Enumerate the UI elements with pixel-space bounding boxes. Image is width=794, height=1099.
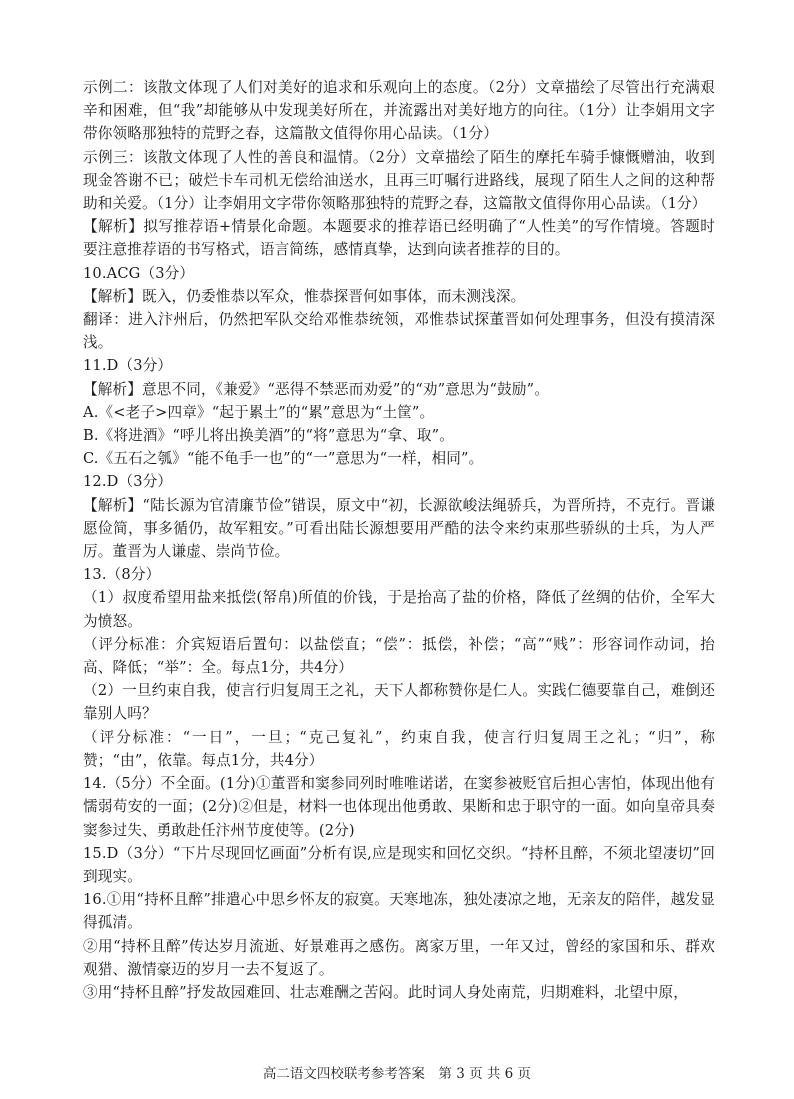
text-line: 示例二：该散文体现了人们对美好的追求和乐观向上的态度。（2分）文章描绘了尽管出行充满艰辛和困难，但“我”却能够从中发现美好所在，并流露出对美好地方的向往。（1分）让李娟用文字带你领略那独特的荒野之春，这篇散文值得你用心品读。（1分） bbox=[83, 79, 715, 143]
text-line: C.《五石之瓠》“能不龟手一也”的“一”意思为“一样，相同”。 bbox=[83, 450, 484, 468]
text-line: 【解析】“陆长源为官清廉节俭”错误，原文中“初，长源欲峻法绳骄兵，为晋所持，不克行。晋谦愿俭简，事多循仍，故军粗安。”可看出陆长源想要用严酷的法令来约束那些骄纵的士兵，为人严厉。董晋为人谦虚、崇尚节俭。 bbox=[83, 496, 715, 561]
text-line: A.《<老子>四章》“起于累土”的“累”意思为“土筐”。 bbox=[83, 403, 435, 421]
text-line: 10.ACG（3分） bbox=[83, 264, 195, 282]
page-footer: 高二语文四校联考参考答案 第 3 页 共 6 页 bbox=[262, 1066, 532, 1082]
text-line: （评分标准：介宾短语后置句：以盐偿直；“偿”：抵偿，补偿；“高”“贱”：形容词作动词，抬高、降低；“举”：全。每点1分，共4分） bbox=[83, 635, 715, 677]
text-line: 16.①用“持杯且醉”排遣心中思乡怀友的寂寞。天寒地冻，独处凄凉之地，无亲友的陪伴，越发显得孤清。 bbox=[83, 891, 715, 932]
text-line: （评分标准：“一日”，一旦；“克己复礼”，约束自我，使言行归复周王之礼；“归”，称赞；“由”，依靠。每点1分，共4分） bbox=[83, 728, 715, 769]
text-line: 【解析】拟写推荐语+情景化命题。本题要求的推荐语已经明确了“人性美”的写作情境。答题时要注意推荐语的书写格式，语言简练，感情真挚，达到向读者推荐的目的。 bbox=[83, 218, 715, 259]
text-line: 12.D（3分） bbox=[83, 473, 173, 491]
text-line: 15.D（3分）“下片尽现回忆画面”分析有误,应是现实和回忆交织。“持杯且醉，不须北望凄切”回到现实。 bbox=[83, 844, 715, 885]
text-line: 11.D（3分） bbox=[83, 357, 173, 375]
answer-text bbox=[83, 76, 715, 1004]
text-line: 【解析】意思不同，《兼爱》“恶得不禁恶而劝爱”的“劝”意思为“鼓励”。 bbox=[83, 380, 549, 398]
text-line: 14.（5分）不全面。(1分)①董晋和窦参同列时唯唯诺诺，在窦参被贬官后担心害怕，体现出他有懦弱苟安的一面；(2分)②但是，材料一也体现出他勇敢、果断和忠于职守的一面。如向皇帝具奏窦参过失、勇敢赴任汴州节度使等。(2分) bbox=[83, 775, 715, 839]
text-line: （1）叔度希望用盐来抵偿(帑帛)所值的价钱，于是抬高了盐的价格，降低了丝绸的估价，全军大为愤怒。 bbox=[83, 589, 715, 630]
text-line: ②用“持杯且醉”传达岁月流逝、好景难再之感伤。离家万里，一年又过，曾经的家国和乐、群欢观猎、激情豪迈的岁月一去不复返了。 bbox=[83, 937, 716, 978]
text-line: B.《将进酒》“呼儿将出换美酒”的“将”意思为“拿、取”。 bbox=[83, 427, 454, 445]
text-line: 【解析】既入，仍委惟恭以军众，惟恭探晋何如事体，而未测浅深。 bbox=[83, 287, 526, 305]
text-line: 翻译：进入汴州后，仍然把军队交给邓惟恭统领，邓惟恭试探董晋如何处理事务，但没有摸清深浅。 bbox=[83, 311, 715, 352]
text-line: 13.（8分） bbox=[83, 566, 161, 584]
text-line: （2）一旦约束自我，使言行归复周王之礼，天下人都称赞你是仁人。实践仁德要靠自己，难倒还靠别人吗？ bbox=[83, 682, 715, 723]
text-line: ③用“持杯且醉”抒发故园难回、壮志难酬之苦闷。此时词人身处南荒，归期难料，北望中原， bbox=[83, 983, 688, 1001]
text-line: 示例三：该散文体现了人性的善良和温情。（2分）文章描绘了陌生的摩托车骑手慷慨赠油，收到现金答谢不已；破烂卡车司机无偿给油送水，且再三叮嘱行进路线，展现了陌生人之间的这种帮助和关爱。（1分）让李娟用文字带你领略那独特的荒野之春，这篇散文值得你用心品读。（1分） bbox=[83, 148, 715, 213]
